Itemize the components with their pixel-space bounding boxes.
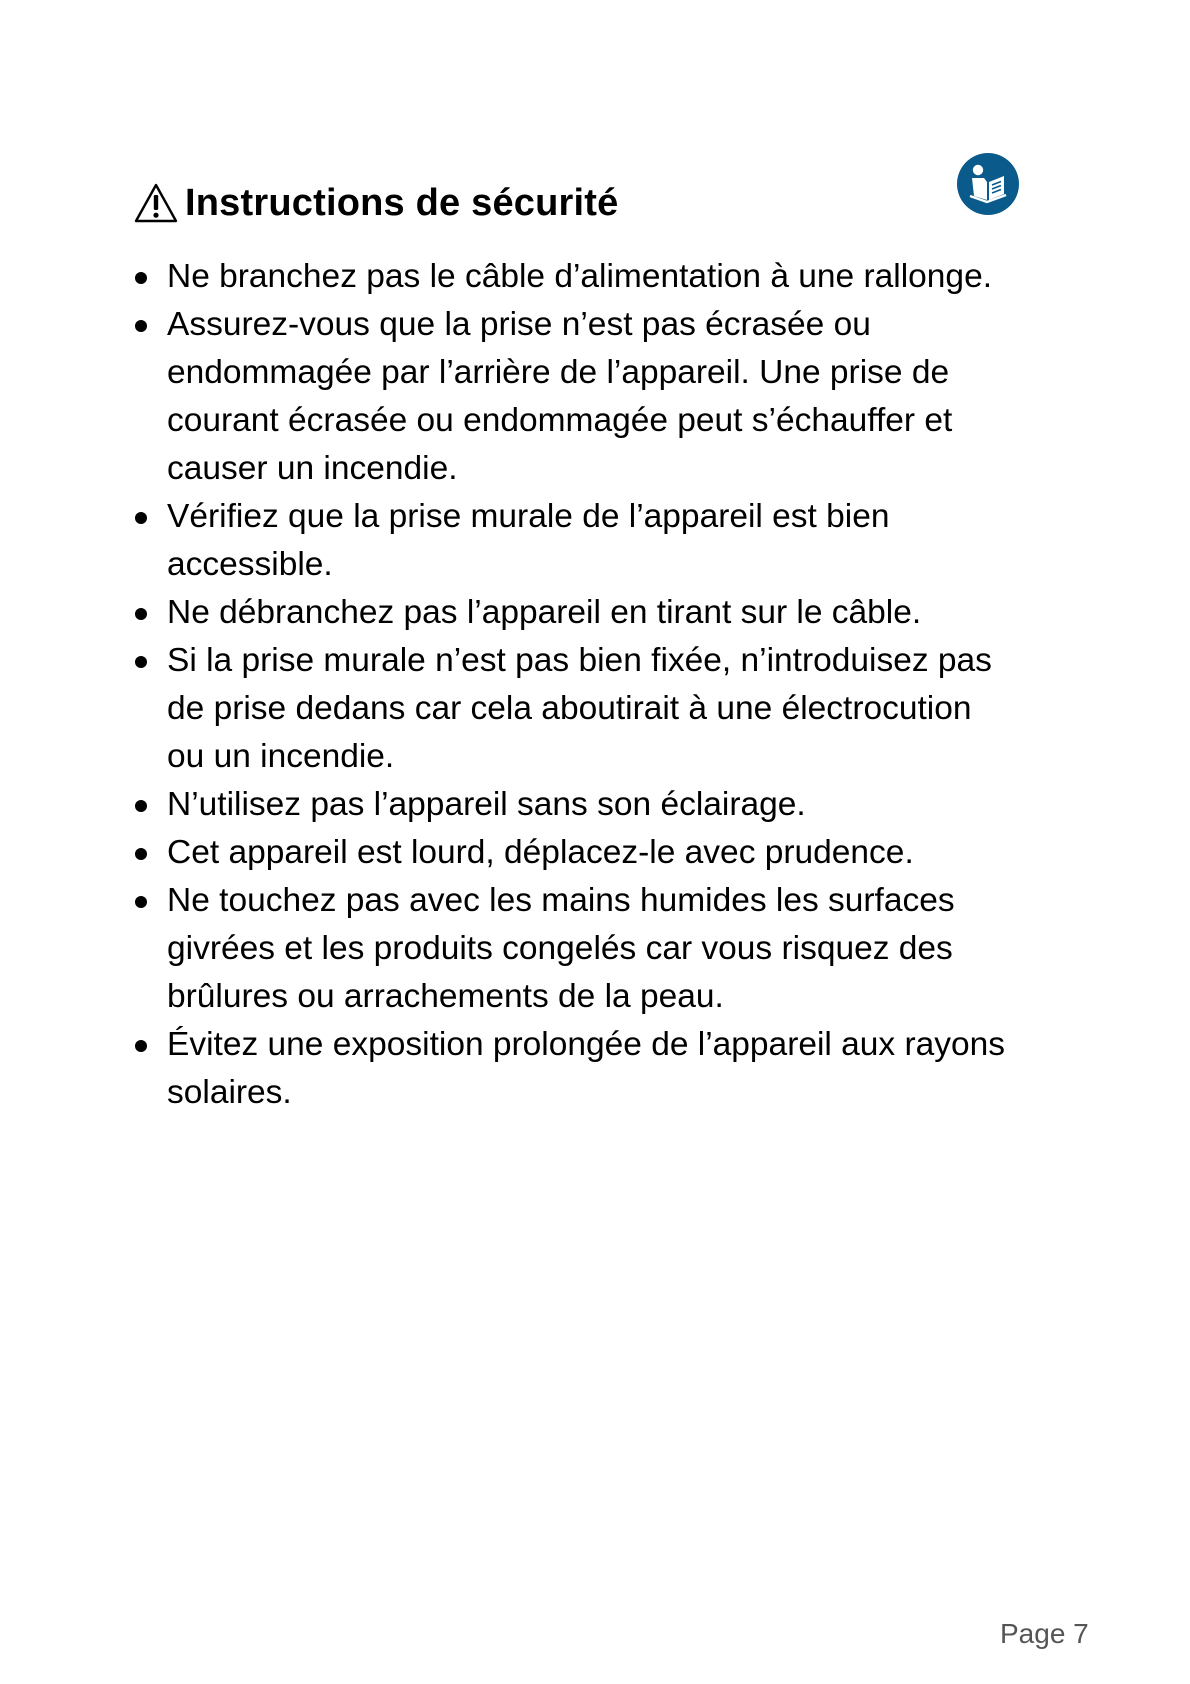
bullet-icon bbox=[135, 320, 147, 332]
list-item bbox=[133, 301, 1013, 493]
list-item-text: Ne touchez pas avec les mains humides les surfaces givrées et les produits congelés car vous risquez des brûlures ou arrachements de la peau. bbox=[167, 882, 955, 1015]
list-item bbox=[133, 253, 1013, 301]
bullet-icon bbox=[135, 1040, 147, 1052]
list-item-text: Ne débranchez pas l’appareil en tirant sur le câble. bbox=[167, 594, 922, 631]
section-header bbox=[133, 178, 618, 228]
list-item bbox=[133, 877, 1013, 1021]
page-number: Page 7 bbox=[1000, 1618, 1089, 1649]
list-item bbox=[133, 1021, 1013, 1117]
page-title: Instructions de sécurité bbox=[185, 181, 619, 224]
safety-instructions-list bbox=[133, 253, 1013, 1117]
list-item bbox=[133, 637, 1013, 781]
list-item bbox=[133, 493, 1013, 589]
list-item-text: Vérifiez que la prise murale de l’appareil est bien accessible. bbox=[167, 498, 890, 583]
list-item-text: Assurez-vous que la prise n’est pas écrasée ou endommagée par l’arrière de l’appareil. Une prise de courant écrasée ou endommagée peut s’échauffer et causer un incendie. bbox=[167, 306, 953, 487]
list-item bbox=[133, 781, 1013, 829]
bullet-icon bbox=[135, 272, 147, 284]
list-item-text: Cet appareil est lourd, déplacez-le avec prudence. bbox=[167, 834, 914, 871]
bullet-icon bbox=[135, 512, 147, 524]
bullet-icon bbox=[135, 896, 147, 908]
list-item bbox=[133, 589, 1013, 637]
list-item-text: Ne branchez pas le câble d’alimentation à une rallonge. bbox=[167, 258, 993, 295]
list-item-text: Si la prise murale n’est pas bien fixée, n’introduisez pas de prise dedans car cela aboutirait à une électrocution ou un incendie. bbox=[167, 642, 992, 775]
bullet-icon bbox=[135, 656, 147, 668]
list-item bbox=[133, 829, 1013, 877]
bullet-icon bbox=[135, 608, 147, 620]
warning-triangle-icon bbox=[133, 182, 179, 224]
read-manual-icon bbox=[956, 152, 1020, 216]
list-item-text: Évitez une exposition prolongée de l’appareil aux rayons solaires. bbox=[167, 1026, 1006, 1111]
bullet-icon bbox=[135, 848, 147, 860]
list-item-text: N’utilisez pas l’appareil sans son éclairage. bbox=[167, 786, 806, 823]
bullet-icon bbox=[135, 800, 147, 812]
